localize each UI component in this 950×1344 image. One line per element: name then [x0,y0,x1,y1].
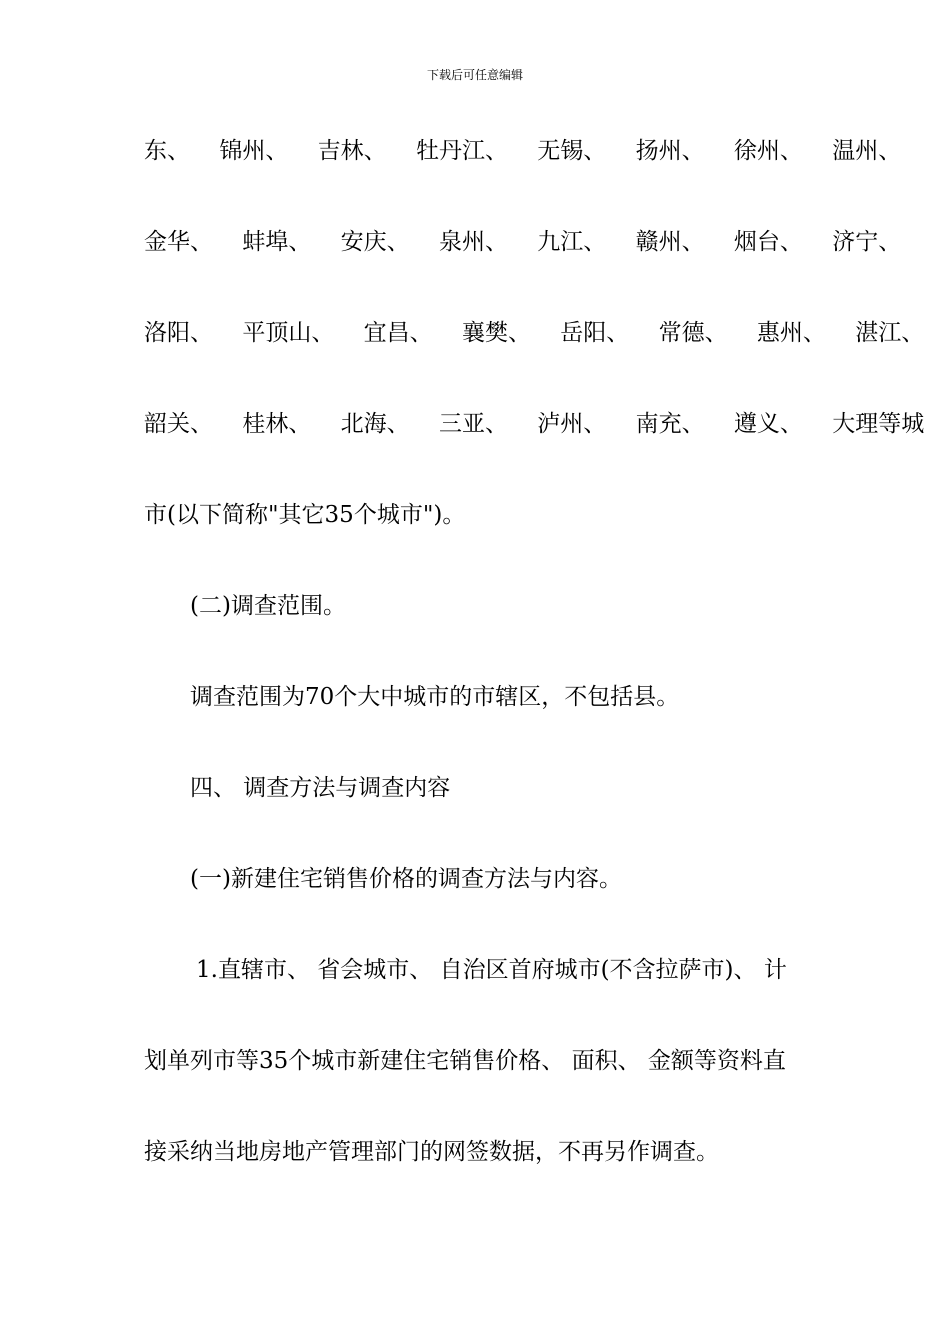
city-item: 扬州、 [635,138,705,164]
paragraph-line: 调查范围为70个大中城市的市辖区，不包括县。 [190,684,680,710]
city-item: 安庆、 [340,229,410,255]
city-item: 东、 [144,138,190,164]
paragraph-line: 1.直辖市、 省会城市、 自治区首府城市(不含拉萨市)、 计 [196,957,787,983]
city-item: 大理等城 [832,411,925,437]
city-item: 三亚、 [438,411,508,437]
city-item: 桂林、 [242,411,312,437]
city-item: 锦州、 [219,138,289,164]
city-item: 温州、 [832,138,902,164]
city-row-3 [0,318,950,348]
city-item: 泸州、 [537,411,607,437]
city-item: 济宁、 [832,229,902,255]
city-item: 金华、 [144,229,213,255]
city-item: 襄樊、 [461,320,531,346]
paragraph-line: 划单列市等35个城市新建住宅销售价格、 面积、 金额等资料直 [144,1048,786,1074]
city-item: 岳阳、 [560,320,630,346]
city-item: 九江、 [537,229,607,255]
section-heading-scope: (二)调查范围。 [190,593,346,619]
city-item: 宜昌、 [363,320,433,346]
city-item: 常德、 [658,320,728,346]
city-item: 无锡、 [537,138,607,164]
city-item: 湛江、 [855,320,925,346]
city-item: 遵义、 [733,411,803,437]
paragraph-line: 市(以下简称"其它35个城市")。 [144,502,466,528]
city-item: 徐州、 [733,138,803,164]
city-item: 牡丹江、 [415,138,508,164]
city-item: 北海、 [340,411,410,437]
city-item: 平顶山、 [242,320,335,346]
city-item: 烟台、 [733,229,803,255]
city-item: 韶关、 [144,411,213,437]
city-row-4 [0,409,950,439]
subsection-heading: (一)新建住宅销售价格的调查方法与内容。 [190,866,622,892]
city-item: 惠州、 [756,320,826,346]
city-row-2 [0,227,950,257]
city-row-1 [0,136,950,166]
city-item: 赣州、 [635,229,705,255]
city-item: 洛阳、 [144,320,213,346]
page-header: 下载后可任意编辑 [426,68,523,82]
city-item: 南充、 [635,411,705,437]
city-item: 蚌埠、 [242,229,312,255]
paragraph-line: 接采纳当地房地产管理部门的网签数据，不再另作调查。 [144,1139,719,1165]
city-item: 吉林、 [317,138,387,164]
section-heading-methods: 四、 调查方法与调查内容 [190,775,451,801]
city-item: 泉州、 [438,229,508,255]
